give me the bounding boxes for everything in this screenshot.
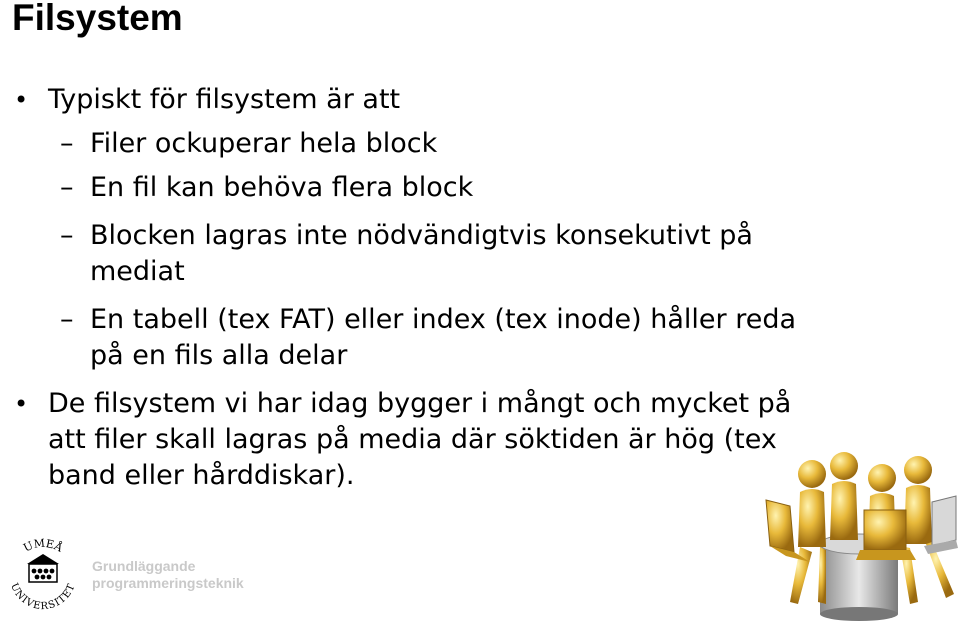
dash-icon: – [60, 304, 74, 335]
umea-university-seal-icon [2, 530, 84, 616]
sub-item-text-line-1: Blocken lagras inte nödvändigtvis konsekutivt på [90, 220, 753, 251]
course-name-line-2: programmeringsteknik [92, 575, 244, 591]
bullet-text-line-2: att filer skall lagras på media där söktiden är hög (tex [48, 424, 777, 455]
svg-text:UMEÅ: UMEÅ [21, 536, 65, 555]
dash-icon: – [60, 172, 74, 203]
slide-title: Filsystem [12, 0, 183, 38]
sub-item [60, 218, 940, 290]
bullet-text: Typiskt för filsystem är att [48, 84, 401, 115]
course-name-line-1: Grundläggande [92, 558, 196, 574]
sub-item-text: Filer ockuperar hela block [90, 128, 438, 159]
sub-item [60, 126, 940, 162]
bullet-text-line-3: band eller hårddiskar). [48, 460, 355, 491]
sub-item-text-line-2: på en fils alla delar [90, 340, 348, 371]
dash-icon: – [60, 220, 74, 251]
bullet-item [14, 82, 948, 118]
svg-text:UNIVERSITET: UNIVERSITET [8, 581, 78, 613]
bullet-dot-icon: • [14, 86, 29, 114]
bullet-text-line-1: De filsystem vi har idag bygger i mångt och mycket på [48, 388, 792, 419]
sub-item-text-line-2: mediat [90, 256, 185, 287]
sub-item [60, 170, 940, 206]
course-name [92, 558, 244, 592]
bullet-dot-icon: • [14, 390, 29, 418]
sub-item-text: En fil kan behöva flera block [90, 172, 474, 203]
gold-figures-with-laptops-icon [760, 452, 959, 622]
dash-icon: – [60, 128, 74, 159]
sub-item [60, 302, 940, 374]
sub-item-text-line-1: En tabell (tex FAT) eller index (tex inode) håller reda [90, 304, 797, 335]
